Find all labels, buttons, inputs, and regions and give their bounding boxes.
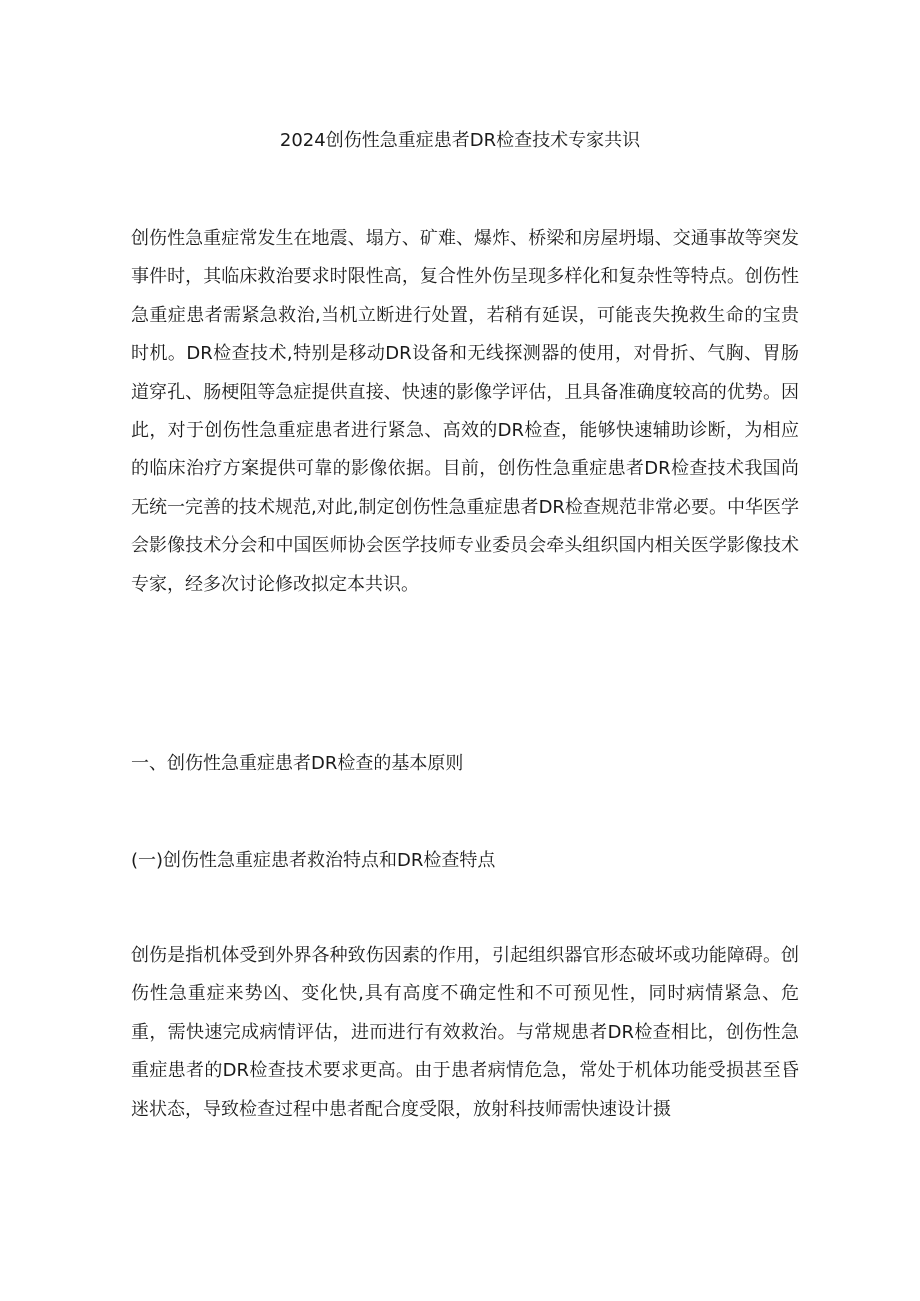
subsection-heading: (一)创伤性急重症患者救治特点和DR检查特点: [131, 850, 496, 871]
section-heading: 一、创伤性急重症患者DR检查的基本原则: [131, 753, 464, 774]
document-title: 2024创伤性急重症患者DR检查技术专家共识: [279, 130, 641, 151]
intro-paragraph: 创伤性急重症常发生在地震、塌方、矿难、爆炸、桥梁和房屋坍塌、交通事故等突发事件时，其临床救治要求时限性高，复合性外伤呈现多样化和复杂性等特点。创伤性急重症患者需紧急救治,当机立断进行处置，若稍有延误，可能丧失挽救生命的宝贵时机。DR检查技术,特别是移动DR设备和无线探测器的使用，对骨折、气胸、胃肠道穿孔、肠梗阻等急症提供直接、快速的影像学评估，且具备准确度较高的优势。因此，对于创伤性急重症患者进行紧急、高效的DR检查，能够快速辅助诊断，为相应的临床治疗方案提供可靠的影像依据。目前，创伤性急重症患者DR检查技术我国尚无统一完善的技术规范,对此,制定创伤性急重症患者DR检查规范非常必要。中华医学会影像技术分会和中国医师协会医学技师专业委员会牵头组织国内相关医学影像技术专家，经多次讨论修改拟定本共识。: [131, 228, 799, 595]
body-paragraph: 创伤是指机体受到外界各种致伤因素的作用，引起组织器官形态破坏或功能障碍。创伤性急重症来势凶、变化快,具有高度不确定性和不可预见性，同时病情紧急、危重，需快速完成病情评估，进而进行有效救治。与常规患者DR检查相比，创伤性急重症患者的DR检查技术要求更高。由于患者病情危急，常处于机体功能受损甚至昏迷状态，导致检查过程中患者配合度受限，放射科技师需快速设计摄: [131, 945, 799, 1120]
